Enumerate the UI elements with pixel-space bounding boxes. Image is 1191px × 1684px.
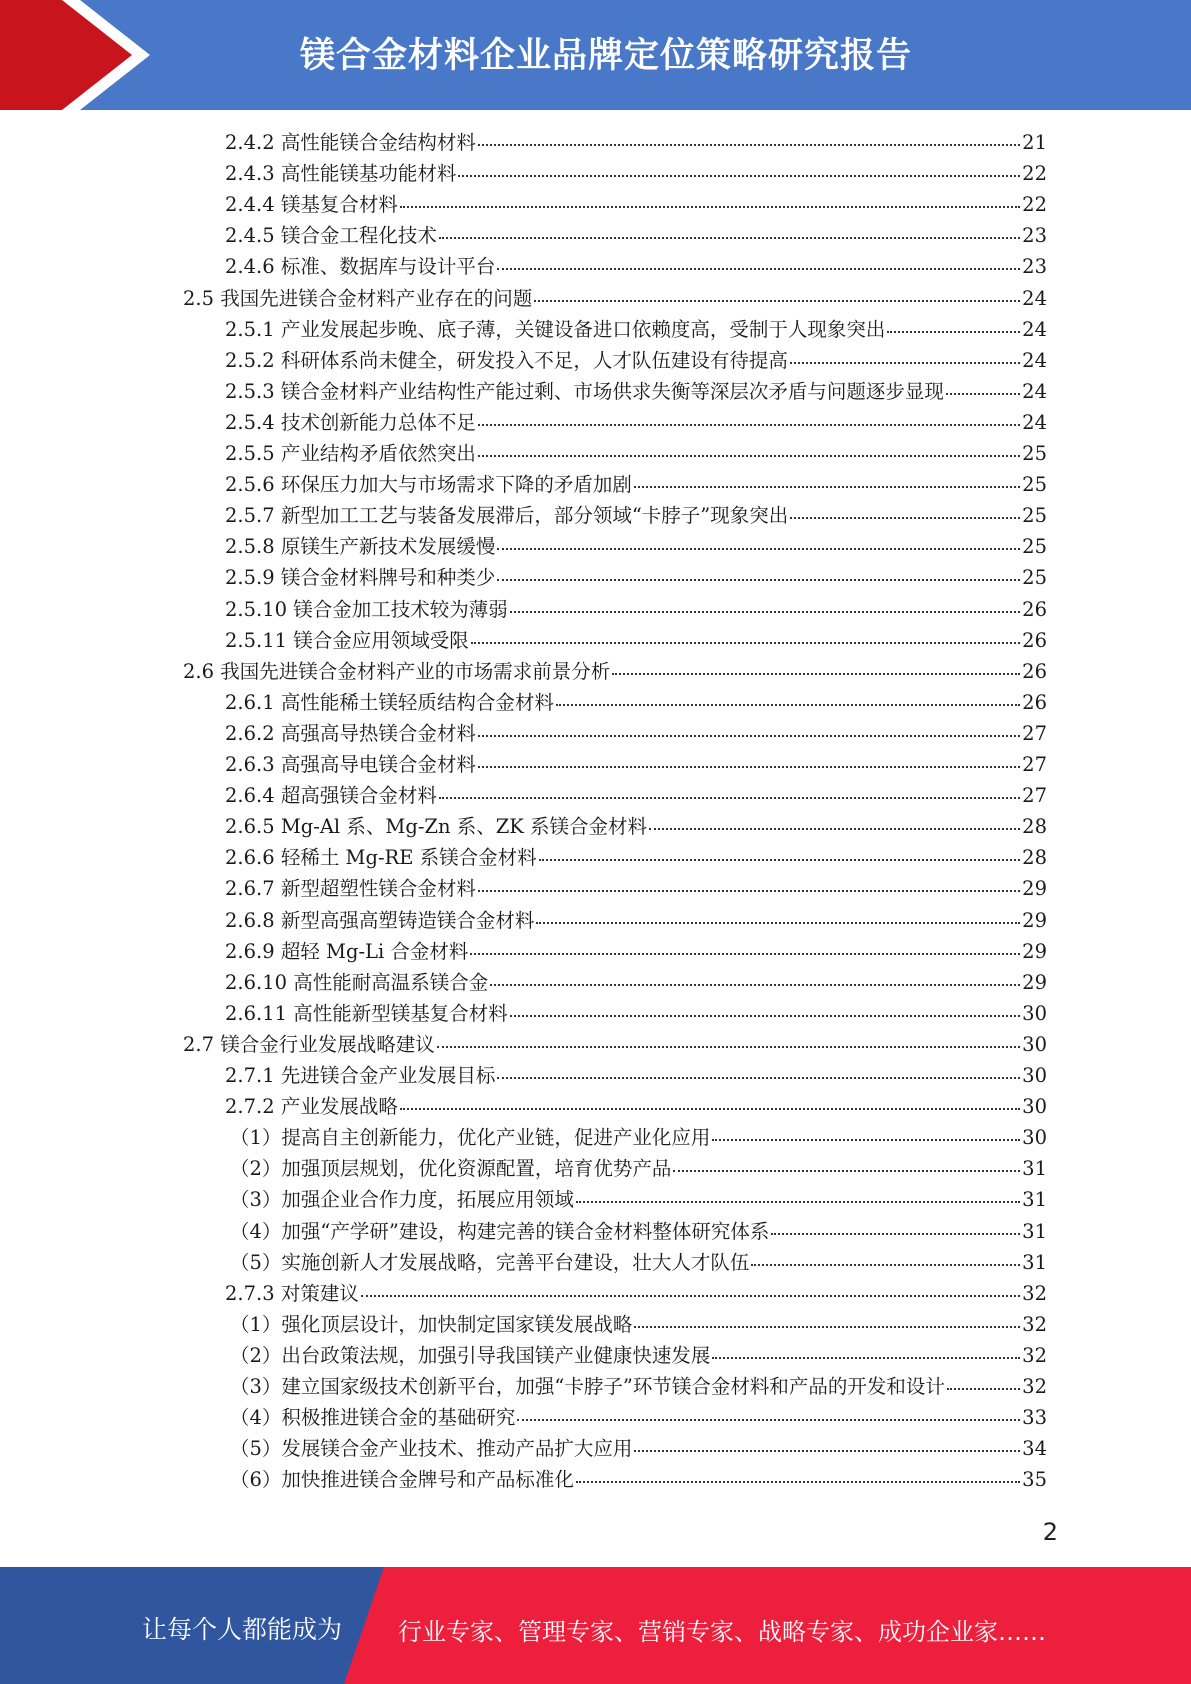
header-banner bbox=[0, 0, 1191, 110]
toc-entry-title: 2.5.3 镁合金材料产业结构性产能过剩、市场供求失衡等深层次矛盾与问题逐步显现 bbox=[225, 380, 944, 403]
toc-entry-page: 26 bbox=[1022, 629, 1047, 652]
toc-leader-dots bbox=[439, 237, 1020, 239]
toc-leader-dots bbox=[751, 1264, 1020, 1266]
toc-entry-title: 2.5.5 产业结构矛盾依然突出 bbox=[225, 442, 476, 465]
toc-entry[interactable] bbox=[225, 873, 1047, 904]
toc-entry-page: 25 bbox=[1022, 504, 1047, 527]
toc-entry-page: 28 bbox=[1022, 815, 1047, 838]
toc-entry-page: 32 bbox=[1022, 1344, 1047, 1367]
toc-entry-title: 2.6 我国先进镁合金材料产业的市场需求前景分析 bbox=[183, 660, 611, 683]
toc-entry-page: 24 bbox=[1022, 411, 1047, 434]
toc-entry-title: （4）积极推进镁合金的基础研究 bbox=[230, 1406, 516, 1429]
toc-entry[interactable] bbox=[225, 998, 1047, 1029]
toc-leader-dots bbox=[361, 1295, 1020, 1297]
toc-entry-page: 30 bbox=[1022, 1095, 1047, 1118]
toc-entry[interactable] bbox=[225, 438, 1047, 469]
toc-leader-dots bbox=[478, 735, 1020, 737]
toc-entry-title: 2.5.10 镁合金加工技术较为薄弱 bbox=[225, 598, 508, 621]
toc-entry-page: 27 bbox=[1022, 722, 1047, 745]
toc-entry[interactable] bbox=[225, 594, 1047, 625]
toc-entry[interactable] bbox=[230, 1371, 1047, 1402]
toc-entry-title: 2.6.6 轻稀土 Mg-RE 系镁合金材料 bbox=[225, 846, 537, 869]
toc-entry-page: 31 bbox=[1022, 1251, 1047, 1274]
toc-entry-page: 29 bbox=[1022, 909, 1047, 932]
toc-entry-title: 2.4.4 镁基复合材料 bbox=[225, 193, 398, 216]
toc-entry-title: 2.5.1 产业发展起步晚、底子薄，关键设备进口依赖度高，受制于人现象突出 bbox=[225, 318, 886, 341]
toc-entry[interactable] bbox=[225, 531, 1047, 562]
toc-entry[interactable] bbox=[230, 1153, 1047, 1184]
toc-entry-page: 30 bbox=[1022, 1033, 1047, 1056]
toc-entry-title: （4）加强“产学研”建设，构建完善的镁合金材料整体研究体系 bbox=[230, 1220, 770, 1243]
footer-slogan-right: 行业专家、管理专家、营销专家、战略专家、成功企业家…… bbox=[398, 1618, 1046, 1646]
toc-entry-title: （2）加强顶层规划，优化资源配置，培育优势产品 bbox=[230, 1157, 672, 1180]
toc-entry-page: 22 bbox=[1022, 193, 1047, 216]
toc-entry-title: 2.5.8 原镁生产新技术发展缓慢 bbox=[225, 535, 496, 558]
toc-leader-dots bbox=[497, 1077, 1020, 1079]
toc-entry[interactable] bbox=[230, 1433, 1047, 1464]
toc-entry[interactable] bbox=[183, 656, 1047, 687]
toc-leader-dots bbox=[712, 1357, 1020, 1359]
toc-entry-title: 2.5.4 技术创新能力总体不足 bbox=[225, 411, 476, 434]
toc-leader-dots bbox=[534, 300, 1020, 302]
toc-entry[interactable] bbox=[225, 469, 1047, 500]
toc-entry-page: 24 bbox=[1022, 349, 1047, 372]
toc-entry-title: 2.5.11 镁合金应用领域受限 bbox=[225, 629, 469, 652]
toc-leader-dots bbox=[947, 1388, 1020, 1390]
toc-entry[interactable] bbox=[225, 189, 1047, 220]
toc-leader-dots bbox=[576, 1201, 1020, 1203]
toc-entry-title: （3）建立国家级技术创新平台，加强“卡脖子”环节镁合金材料和产品的开发和设计 bbox=[230, 1375, 945, 1398]
toc-entry[interactable] bbox=[225, 345, 1047, 376]
toc-entry-title: 2.6.2 高强高导热镁合金材料 bbox=[225, 722, 476, 745]
toc-entry[interactable] bbox=[230, 1216, 1047, 1247]
toc-leader-dots bbox=[478, 424, 1020, 426]
toc-entry-title: （5）发展镁合金产业技术、推动产品扩大应用 bbox=[230, 1437, 633, 1460]
toc-entry-title: 2.4.3 高性能镁基功能材料 bbox=[225, 162, 457, 185]
toc-leader-dots bbox=[634, 1326, 1020, 1328]
toc-entry[interactable] bbox=[225, 1091, 1047, 1122]
toc-leader-dots bbox=[437, 1046, 1020, 1048]
toc-leader-dots bbox=[576, 1481, 1020, 1483]
toc-leader-dots bbox=[517, 1419, 1020, 1421]
toc-leader-dots bbox=[510, 611, 1020, 613]
toc-entry-title: 2.5 我国先进镁合金材料产业存在的问题 bbox=[183, 287, 533, 310]
toc-entry-page: 25 bbox=[1022, 535, 1047, 558]
toc-entry-title: 2.5.9 镁合金材料牌号和种类少 bbox=[225, 566, 496, 589]
toc-entry-title: （3）加强企业合作力度，拓展应用领域 bbox=[230, 1188, 574, 1211]
toc-leader-dots bbox=[478, 766, 1020, 768]
toc-entry[interactable] bbox=[230, 1464, 1047, 1495]
toc-leader-dots bbox=[400, 206, 1020, 208]
report-title: 镁合金材料企业品牌定位策略研究报告 bbox=[300, 36, 913, 76]
toc-entry-title: 2.4.6 标准、数据库与设计平台 bbox=[225, 255, 496, 278]
toc-entry-title: 2.5.6 环保压力加大与市场需求下降的矛盾加剧 bbox=[225, 473, 632, 496]
toc-entry[interactable] bbox=[225, 314, 1047, 345]
toc-leader-dots bbox=[510, 1015, 1020, 1017]
toc-entry[interactable] bbox=[183, 1029, 1047, 1060]
toc-entry-page: 31 bbox=[1022, 1220, 1047, 1243]
toc-entry[interactable] bbox=[225, 500, 1047, 531]
toc-entry-page: 35 bbox=[1022, 1468, 1047, 1491]
toc-entry[interactable] bbox=[230, 1402, 1047, 1433]
toc-entry-page: 25 bbox=[1022, 473, 1047, 496]
toc-entry-title: 2.6.11 高性能新型镁基复合材料 bbox=[225, 1002, 508, 1025]
toc-entry-title: 2.6.8 新型高强高塑铸造镁合金材料 bbox=[225, 909, 535, 932]
toc-entry-title: 2.5.2 科研体系尚未健全，研发投入不足，人才队伍建设有待提高 bbox=[225, 349, 788, 372]
toc-entry-page: 25 bbox=[1022, 442, 1047, 465]
toc-entry[interactable] bbox=[225, 127, 1047, 158]
toc-leader-dots bbox=[458, 175, 1020, 177]
toc-entry-page: 24 bbox=[1022, 318, 1047, 341]
toc-leader-dots bbox=[634, 486, 1020, 488]
toc-entry[interactable] bbox=[225, 967, 1047, 998]
toc-entry[interactable] bbox=[225, 811, 1047, 842]
toc-entry-title: （1）提高自主创新能力，优化产业链，促进产业化应用 bbox=[230, 1126, 711, 1149]
toc-entry[interactable] bbox=[225, 625, 1047, 656]
toc-entry-page: 21 bbox=[1022, 131, 1047, 154]
page-number: 2 bbox=[1042, 1518, 1058, 1546]
toc-leader-dots bbox=[536, 922, 1020, 924]
toc-entry[interactable] bbox=[225, 1278, 1047, 1309]
toc-entry[interactable] bbox=[230, 1122, 1047, 1153]
footer-banner bbox=[0, 1567, 1191, 1684]
toc-entry-page: 30 bbox=[1022, 1064, 1047, 1087]
toc-entry-title: 2.6.10 高性能耐高温系镁合金 bbox=[225, 971, 489, 994]
toc-leader-dots bbox=[400, 1108, 1020, 1110]
toc-entry[interactable] bbox=[230, 1340, 1047, 1371]
toc-leader-dots bbox=[649, 828, 1020, 830]
toc-entry[interactable] bbox=[225, 407, 1047, 438]
toc-entry-page: 30 bbox=[1022, 1126, 1047, 1149]
toc-entry-title: 2.5.7 新型加工工艺与装备发展滞后，部分领域“卡脖子”现象突出 bbox=[225, 504, 789, 527]
toc-leader-dots bbox=[471, 642, 1020, 644]
toc-leader-dots bbox=[478, 144, 1020, 146]
toc-entry[interactable] bbox=[230, 1184, 1047, 1215]
toc-entry-title: （6）加快推进镁合金牌号和产品标准化 bbox=[230, 1468, 574, 1491]
toc-leader-dots bbox=[556, 704, 1020, 706]
toc-entry-page: 29 bbox=[1022, 971, 1047, 994]
toc-entry-page: 29 bbox=[1022, 877, 1047, 900]
toc-leader-dots bbox=[673, 1170, 1020, 1172]
toc-entry[interactable] bbox=[225, 936, 1047, 967]
toc-entry-page: 32 bbox=[1022, 1375, 1047, 1398]
toc-entry-page: 32 bbox=[1022, 1313, 1047, 1336]
toc-entry-page: 24 bbox=[1022, 287, 1047, 310]
toc-entry-title: 2.6.5 Mg-Al 系、Mg-Zn 系、ZK 系镁合金材料 bbox=[225, 815, 648, 838]
toc-entry[interactable] bbox=[230, 1309, 1047, 1340]
toc-entry-title: 2.7.1 先进镁合金产业发展目标 bbox=[225, 1064, 496, 1087]
toc-entry[interactable] bbox=[225, 158, 1047, 189]
toc-leader-dots bbox=[439, 797, 1020, 799]
toc-leader-dots bbox=[790, 517, 1020, 519]
toc-leader-dots bbox=[490, 984, 1020, 986]
toc-entry-page: 27 bbox=[1022, 784, 1047, 807]
toc-entry[interactable] bbox=[225, 220, 1047, 251]
toc-entry-title: 2.6.4 超高强镁合金材料 bbox=[225, 784, 437, 807]
toc-leader-dots bbox=[497, 548, 1020, 550]
toc-entry[interactable] bbox=[225, 687, 1047, 718]
toc-entry[interactable] bbox=[225, 749, 1047, 780]
toc-entry[interactable] bbox=[183, 283, 1047, 314]
toc-entry-page: 24 bbox=[1022, 380, 1047, 403]
toc-entry-page: 34 bbox=[1022, 1437, 1047, 1460]
toc-entry-page: 27 bbox=[1022, 753, 1047, 776]
toc-entry-title: 2.6.1 高性能稀土镁轻质结构合金材料 bbox=[225, 691, 554, 714]
toc-entry[interactable] bbox=[225, 780, 1047, 811]
toc-leader-dots bbox=[634, 1450, 1020, 1452]
toc-leader-dots bbox=[478, 455, 1020, 457]
toc-leader-dots bbox=[887, 331, 1020, 333]
toc-entry-page: 22 bbox=[1022, 162, 1047, 185]
toc-leader-dots bbox=[470, 953, 1020, 955]
toc-entry[interactable] bbox=[225, 251, 1047, 282]
toc-entry-page: 25 bbox=[1022, 566, 1047, 589]
toc-leader-dots bbox=[497, 268, 1020, 270]
toc-entry-page: 31 bbox=[1022, 1188, 1047, 1211]
toc-entry-page: 30 bbox=[1022, 1002, 1047, 1025]
toc-entry-title: 2.7.2 产业发展战略 bbox=[225, 1095, 398, 1118]
toc-leader-dots bbox=[946, 393, 1020, 395]
toc-entry-title: 2.6.7 新型超塑性镁合金材料 bbox=[225, 877, 476, 900]
toc-leader-dots bbox=[771, 1233, 1020, 1235]
toc-entry-title: 2.7.3 对策建议 bbox=[225, 1282, 359, 1305]
toc-entry-page: 29 bbox=[1022, 940, 1047, 963]
header-arrow-red bbox=[0, 0, 150, 110]
footer-slogan-left: 让每个人都能成为 bbox=[142, 1615, 343, 1644]
toc-entry-title: 2.4.5 镁合金工程化技术 bbox=[225, 224, 437, 247]
toc-entry-title: 2.4.2 高性能镁合金结构材料 bbox=[225, 131, 476, 154]
toc-entry-page: 23 bbox=[1022, 255, 1047, 278]
toc-entry-page: 26 bbox=[1022, 691, 1047, 714]
toc-entry[interactable] bbox=[230, 1247, 1047, 1278]
toc-entry-page: 26 bbox=[1022, 598, 1047, 621]
toc-entry-title: 2.7 镁合金行业发展战略建议 bbox=[183, 1033, 435, 1056]
toc-entry[interactable] bbox=[225, 562, 1047, 593]
toc-leader-dots bbox=[612, 673, 1020, 675]
toc-entry-page: 31 bbox=[1022, 1157, 1047, 1180]
toc-entry[interactable] bbox=[225, 905, 1047, 936]
toc-entry-page: 33 bbox=[1022, 1406, 1047, 1429]
toc-entry-title: 2.6.3 高强高导电镁合金材料 bbox=[225, 753, 476, 776]
toc-entry[interactable] bbox=[225, 376, 1047, 407]
toc-entry-page: 32 bbox=[1022, 1282, 1047, 1305]
toc-leader-dots bbox=[478, 890, 1020, 892]
toc-leader-dots bbox=[790, 362, 1020, 364]
toc-entry-page: 23 bbox=[1022, 224, 1047, 247]
toc-entry-title: （2）出台政策法规，加强引导我国镁产业健康快速发展 bbox=[230, 1344, 711, 1367]
toc-entry-title: （5）实施创新人才发展战略，完善平台建设，壮大人才队伍 bbox=[230, 1251, 750, 1274]
toc-leader-dots bbox=[497, 579, 1020, 581]
toc-entry[interactable] bbox=[225, 842, 1047, 873]
toc-leader-dots bbox=[539, 859, 1021, 861]
toc-leader-dots bbox=[712, 1139, 1020, 1141]
toc-entry-title: （1）强化顶层设计，加快制定国家镁发展战略 bbox=[230, 1313, 633, 1336]
toc-entry[interactable] bbox=[225, 1060, 1047, 1091]
toc-entry-title: 2.6.9 超轻 Mg-Li 合金材料 bbox=[225, 940, 469, 963]
toc-entry-page: 26 bbox=[1022, 660, 1047, 683]
toc-entry-page: 28 bbox=[1022, 846, 1047, 869]
toc-entry[interactable] bbox=[225, 718, 1047, 749]
